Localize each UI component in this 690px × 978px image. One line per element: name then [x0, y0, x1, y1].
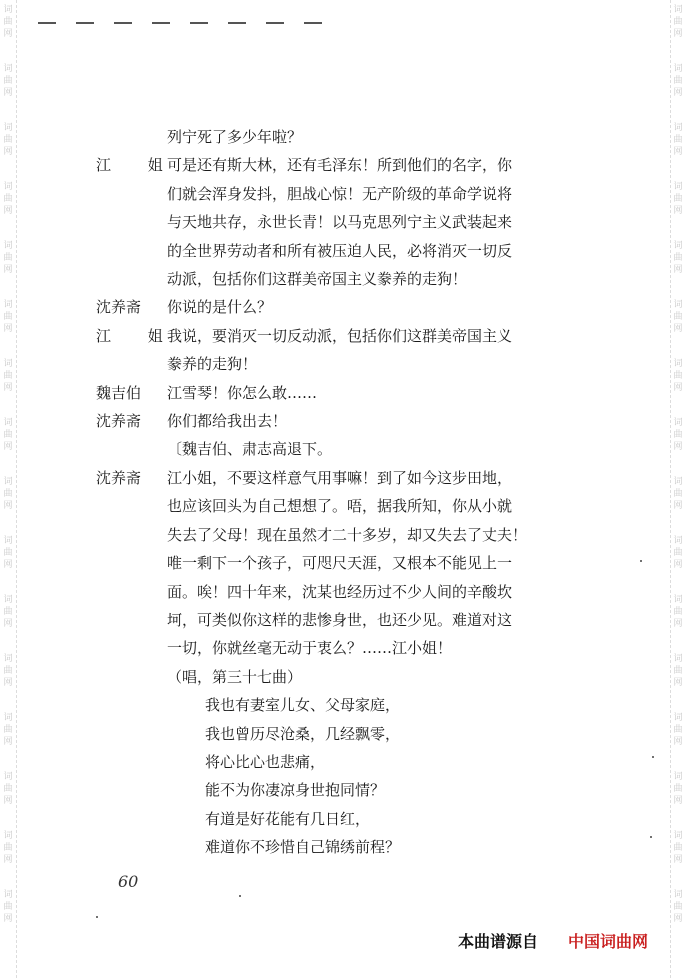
watermark-char: 词: [673, 300, 683, 310]
watermark-char: 曲: [3, 76, 13, 86]
lyric-line: 我也有妻室儿女、父母家庭，: [205, 696, 401, 715]
script-line: [96, 293, 576, 321]
dialogue-text: 你们都给我出去！: [167, 412, 288, 431]
watermark-char: 词: [673, 241, 683, 251]
watermark-char: 词: [3, 831, 13, 841]
watermark-char: 网: [3, 560, 13, 570]
script-line: [96, 322, 576, 350]
speaker-name: 魏吉伯: [96, 383, 142, 402]
speaker-name: 沈养斋: [96, 412, 142, 431]
right-watermark-column: [670, 0, 686, 978]
watermark-char: 曲: [673, 76, 683, 86]
watermark-group: [0, 590, 16, 649]
watermark-char: 曲: [3, 253, 13, 263]
watermark-char: 网: [3, 796, 13, 806]
script-line: [96, 492, 576, 520]
watermark-char: 曲: [3, 17, 13, 27]
script-line: [96, 549, 576, 577]
script-line: [96, 180, 576, 208]
script-line: [96, 265, 576, 293]
watermark-char: 词: [3, 300, 13, 310]
dialogue-text: 与天地共存，永世长青！以马克思列宁主义武装起来: [167, 213, 513, 232]
speaker-name: 江 姐: [96, 156, 179, 175]
watermark-group: [670, 354, 686, 413]
lyric-line: 能不为你凄凉身世抱同情？: [205, 781, 386, 800]
dialogue-text: 失去了父母！现在虽然才二十多岁，却又失去了丈夫！: [167, 525, 528, 544]
watermark-group: [0, 826, 16, 885]
watermark-char: 词: [673, 418, 683, 428]
watermark-char: 网: [673, 324, 683, 334]
watermark-group: [0, 708, 16, 767]
script-line: [96, 691, 576, 719]
script-line: [96, 720, 576, 748]
watermark-char: 词: [673, 477, 683, 487]
watermark-char: 曲: [673, 430, 683, 440]
watermark-group: [670, 413, 686, 472]
watermark-char: 词: [3, 359, 13, 369]
stage-direction: 〔魏吉伯、肃志高退下。: [167, 440, 333, 459]
script-line: [96, 151, 576, 179]
watermark-char: 网: [3, 324, 13, 334]
watermark-char: 曲: [673, 194, 683, 204]
watermark-char: 词: [673, 654, 683, 664]
watermark-group: [0, 767, 16, 826]
watermark-char: 网: [673, 442, 683, 452]
watermark-char: 曲: [3, 607, 13, 617]
watermark-char: 词: [3, 241, 13, 251]
watermark-char: 网: [3, 678, 13, 688]
lyric-line: 将心比心也悲痛，: [205, 752, 326, 771]
watermark-char: 曲: [673, 607, 683, 617]
script-line: [96, 435, 576, 463]
watermark-char: 网: [3, 914, 13, 924]
watermark-group: [670, 0, 686, 59]
watermark-char: 词: [673, 595, 683, 605]
watermark-char: 网: [3, 147, 13, 157]
watermark-char: 词: [3, 418, 13, 428]
script-line: [96, 663, 576, 691]
watermark-char: 网: [673, 265, 683, 275]
song-heading: （唱，第三十七曲）: [167, 667, 303, 686]
watermark-char: 网: [3, 265, 13, 275]
left-watermark-column: [0, 0, 16, 978]
header-dash: [304, 22, 322, 24]
watermark-char: 词: [673, 890, 683, 900]
watermark-char: 词: [673, 123, 683, 133]
watermark-char: 网: [3, 29, 13, 39]
watermark-char: 曲: [673, 135, 683, 145]
watermark-char: 网: [3, 383, 13, 393]
watermark-char: 曲: [3, 902, 13, 912]
watermark-group: [0, 649, 16, 708]
lyric-line: 我也曾历尽沧桑，几经飘零，: [205, 724, 401, 743]
watermark-char: 词: [673, 536, 683, 546]
watermark-group: [0, 0, 16, 59]
left-edge-line: [16, 0, 17, 978]
watermark-group: [670, 472, 686, 531]
speaker-name: 江 姐: [96, 326, 179, 345]
watermark-char: 网: [673, 501, 683, 511]
watermark-group: [0, 354, 16, 413]
dialogue-text: 我说，要消灭一切反动派，包括你们这群美帝国主义: [167, 326, 513, 345]
watermark-group: [0, 177, 16, 236]
page-number: 60: [118, 872, 139, 891]
watermark-char: 网: [3, 501, 13, 511]
watermark-char: 网: [673, 147, 683, 157]
watermark-char: 网: [673, 206, 683, 216]
watermark-group: [670, 649, 686, 708]
watermark-group: [0, 118, 16, 177]
watermark-char: 曲: [673, 843, 683, 853]
script-line: [96, 606, 576, 634]
speaker-name: 沈养斋: [96, 298, 142, 317]
watermark-char: 曲: [673, 784, 683, 794]
watermark-group: [670, 236, 686, 295]
lyric-line: 难道你不珍惜自己锦绣前程？: [205, 838, 401, 857]
dialogue-text: 也应该回头为自己想想了。唔，据我所知，你从小就: [167, 497, 513, 516]
header-dash: [266, 22, 284, 24]
header-dash: [152, 22, 170, 24]
watermark-char: 词: [3, 713, 13, 723]
dialogue-text: 们就会浑身发抖，胆战心惊！无产阶级的革命学说将: [167, 184, 513, 203]
watermark-char: 网: [3, 206, 13, 216]
watermark-group: [0, 413, 16, 472]
watermark-char: 网: [673, 560, 683, 570]
scan-speck: [96, 916, 98, 918]
watermark-char: 曲: [3, 135, 13, 145]
watermark-char: 曲: [3, 784, 13, 794]
script-line: [96, 578, 576, 606]
dialogue-text: 唯一剩下一个孩子，可咫尺天涯，又根本不能见上一: [167, 554, 513, 573]
watermark-group: [670, 295, 686, 354]
watermark-char: 网: [3, 855, 13, 865]
watermark-char: 曲: [3, 725, 13, 735]
watermark-group: [670, 531, 686, 590]
script-line: [96, 833, 576, 861]
script-line: [96, 350, 576, 378]
watermark-group: [670, 177, 686, 236]
watermark-char: 网: [673, 855, 683, 865]
watermark-char: 曲: [673, 902, 683, 912]
watermark-char: 词: [673, 359, 683, 369]
watermark-char: 词: [673, 5, 683, 15]
script-body: [96, 123, 576, 862]
watermark-char: 词: [3, 477, 13, 487]
script-line: [96, 208, 576, 236]
watermark-group: [0, 236, 16, 295]
watermark-char: 词: [673, 182, 683, 192]
watermark-char: 曲: [3, 430, 13, 440]
watermark-char: 曲: [673, 548, 683, 558]
watermark-char: 词: [3, 64, 13, 74]
watermark-char: 曲: [3, 371, 13, 381]
dialogue-text: 的全世界劳动者和所有被压迫人民，必将消灭一切反: [167, 241, 513, 260]
header-dash: [76, 22, 94, 24]
watermark-char: 网: [3, 88, 13, 98]
watermark-char: 曲: [3, 489, 13, 499]
dialogue-text: 江小姐，不要这样意气用事嘛！到了如今这步田地，: [167, 468, 513, 487]
dialogue-text: 面。唉！四十年来，沈某也经历过不少人间的辛酸坎: [167, 582, 513, 601]
watermark-char: 曲: [673, 489, 683, 499]
header-dash: [38, 22, 56, 24]
watermark-char: 网: [673, 383, 683, 393]
watermark-char: 网: [3, 442, 13, 452]
header-dash-rule: [38, 22, 322, 24]
watermark-char: 网: [673, 88, 683, 98]
script-line: [96, 776, 576, 804]
watermark-group: [670, 826, 686, 885]
lyric-line: 有道是好花能有几日红，: [205, 809, 371, 828]
script-line: [96, 634, 576, 662]
script-line: [96, 805, 576, 833]
watermark-char: 词: [3, 890, 13, 900]
watermark-group: [0, 885, 16, 944]
watermark-char: 词: [3, 5, 13, 15]
script-line: [96, 521, 576, 549]
watermark-char: 网: [673, 796, 683, 806]
watermark-char: 网: [3, 737, 13, 747]
scan-speck: [640, 560, 642, 562]
watermark-char: 词: [3, 182, 13, 192]
watermark-char: 网: [3, 619, 13, 629]
dialogue-text: 列宁死了多少年啦？: [167, 128, 303, 146]
script-line: [96, 379, 576, 407]
watermark-char: 曲: [673, 371, 683, 381]
watermark-group: [670, 885, 686, 944]
header-dash: [228, 22, 246, 24]
watermark-char: 网: [673, 678, 683, 688]
watermark-char: 曲: [673, 725, 683, 735]
watermark-char: 词: [3, 595, 13, 605]
watermark-char: 曲: [3, 194, 13, 204]
watermark-char: 网: [673, 737, 683, 747]
dialogue-text: 江雪琴！你怎么敢……: [167, 383, 318, 402]
watermark-group: [670, 708, 686, 767]
dialogue-text: 动派，包括你们这群美帝国主义豢养的走狗！: [167, 270, 468, 289]
scan-speck: [650, 836, 652, 838]
watermark-group: [0, 531, 16, 590]
watermark-group: [670, 118, 686, 177]
watermark-char: 词: [673, 772, 683, 782]
watermark-char: 网: [673, 619, 683, 629]
watermark-char: 词: [3, 123, 13, 133]
watermark-char: 曲: [673, 666, 683, 676]
watermark-group: [0, 472, 16, 531]
watermark-char: 词: [3, 772, 13, 782]
watermark-char: 曲: [3, 666, 13, 676]
script-line: [96, 748, 576, 776]
watermark-char: 曲: [673, 312, 683, 322]
watermark-group: [670, 590, 686, 649]
script-line: [96, 123, 576, 151]
script-line: [96, 237, 576, 265]
dialogue-text: 坷，可类似你这样的悲惨身世，也还少见。难道对这: [167, 610, 513, 629]
script-line: [96, 407, 576, 435]
header-dash: [190, 22, 208, 24]
script-line: [96, 464, 576, 492]
watermark-char: 网: [673, 914, 683, 924]
site-link[interactable]: 中国词曲网: [568, 932, 649, 951]
dialogue-text: 你说的是什么？: [167, 298, 273, 317]
scan-speck: [239, 895, 241, 897]
watermark-group: [0, 295, 16, 354]
watermark-char: 词: [673, 713, 683, 723]
header-dash: [114, 22, 132, 24]
dialogue-text: 豢养的走狗！: [167, 355, 258, 374]
source-label: 本曲谱源自: [458, 932, 539, 951]
watermark-group: [0, 59, 16, 118]
dialogue-text: 一切，你就丝毫无动于衷么？……江小姐！: [167, 639, 453, 658]
watermark-group: [670, 59, 686, 118]
watermark-char: 曲: [3, 843, 13, 853]
watermark-char: 词: [3, 654, 13, 664]
watermark-char: 词: [3, 536, 13, 546]
dialogue-text: 可是还有斯大林，还有毛泽东！所到他们的名字，你: [167, 156, 513, 175]
watermark-char: 网: [673, 29, 683, 39]
watermark-char: 曲: [673, 253, 683, 263]
scan-speck: [652, 756, 654, 758]
watermark-char: 曲: [3, 548, 13, 558]
watermark-group: [670, 767, 686, 826]
watermark-char: 词: [673, 64, 683, 74]
speaker-name: 沈养斋: [96, 468, 142, 487]
watermark-char: 词: [673, 831, 683, 841]
watermark-char: 曲: [3, 312, 13, 322]
watermark-char: 曲: [673, 17, 683, 27]
